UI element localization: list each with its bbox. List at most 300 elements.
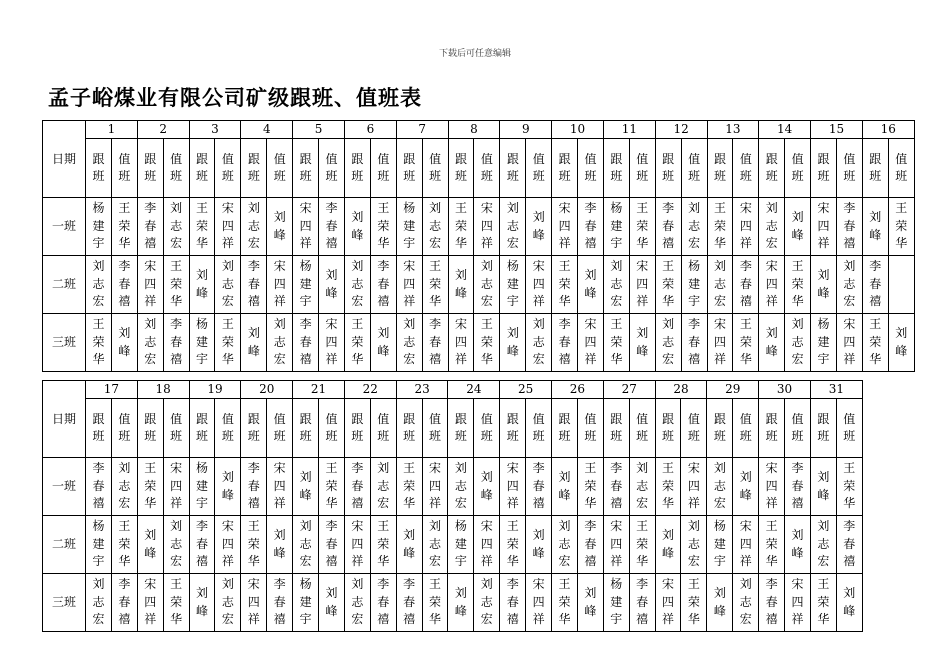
- follow-shift-header: [344, 399, 370, 458]
- person-name: 刘 志 宏: [377, 461, 390, 511]
- person-name: 王 荣 华: [558, 577, 571, 627]
- day-number: 16: [862, 121, 914, 139]
- duty-header-text: 值 班: [325, 411, 338, 443]
- duty-shift-header: [267, 399, 293, 458]
- duty-person-cell: [603, 314, 629, 372]
- duty-person-cell: [163, 458, 189, 516]
- duty-person-cell: [759, 198, 785, 256]
- duty-shift-header: [629, 139, 655, 198]
- person-name: 李 春 禧: [377, 259, 390, 309]
- person-name: 王 荣 华: [196, 201, 209, 251]
- person-name: 刘 峰: [299, 470, 312, 502]
- follow-header-text: 跟 班: [144, 411, 157, 443]
- duty-header-text: 值 班: [429, 151, 442, 183]
- duty-person-cell: [111, 198, 137, 256]
- duty-shift-header: [215, 139, 241, 198]
- page-title: 孟子峪煤业有限公司矿级跟班、值班表: [48, 85, 422, 110]
- duty-person-cell: [888, 314, 914, 372]
- person-name: 宋 四 祥: [765, 461, 778, 511]
- duty-shift-header: [422, 139, 448, 198]
- duty-person-cell: [86, 198, 112, 256]
- duty-person-cell: [241, 314, 267, 372]
- follow-header-text: 跟 班: [455, 151, 468, 183]
- duty-person-cell: [759, 458, 785, 516]
- duty-person-cell: [241, 256, 267, 314]
- duty-shift-header: [215, 399, 241, 458]
- duty-person-cell: [552, 574, 578, 632]
- person-name: 刘 志 宏: [221, 577, 234, 627]
- follow-header-text: 跟 班: [454, 411, 467, 443]
- person-name: 杨 建 宇: [454, 519, 467, 569]
- person-name: 宋 四 祥: [739, 519, 752, 569]
- person-name: 宋 四 祥: [843, 317, 856, 367]
- person-name: 刘 峰: [817, 268, 830, 300]
- duty-person-cell: [370, 314, 396, 372]
- duty-header-text: 值 班: [636, 411, 649, 443]
- duty-person-cell: [578, 314, 604, 372]
- duty-person-cell: [267, 458, 293, 516]
- person-name: 李 春 禧: [636, 577, 649, 627]
- person-name: 刘 峰: [144, 528, 157, 560]
- person-name: 刘 峰: [713, 586, 726, 618]
- person-name: 宋 四 祥: [429, 461, 442, 511]
- duty-person-cell: [396, 256, 422, 314]
- follow-shift-header: [603, 399, 629, 458]
- person-name: 刘 志 宏: [454, 461, 467, 511]
- duty-person-cell: [319, 516, 345, 574]
- duty-person-cell: [500, 198, 526, 256]
- duty-person-cell: [836, 458, 862, 516]
- follow-header-text: 跟 班: [610, 411, 623, 443]
- follow-shift-header: [707, 139, 733, 198]
- duty-person-cell: [603, 256, 629, 314]
- person-name: 刘 志 宏: [532, 317, 545, 367]
- person-name: 刘 峰: [454, 586, 467, 618]
- duty-person-cell: [629, 314, 655, 372]
- person-name: 王 荣 华: [895, 201, 908, 251]
- duty-person-cell: [241, 574, 267, 632]
- person-name: 王 荣 华: [636, 201, 649, 251]
- duty-person-cell: [215, 256, 241, 314]
- day-number: [862, 381, 914, 399]
- person-name: 王 荣 华: [506, 519, 519, 569]
- duty-shift-header: [785, 139, 811, 198]
- follow-shift-header: [241, 139, 267, 198]
- person-name: 刘 峰: [584, 268, 597, 300]
- duty-person-cell: [137, 314, 163, 372]
- duty-person-cell: [422, 314, 448, 372]
- person-name: 刘 志 宏: [299, 519, 312, 569]
- duty-person-cell: [293, 314, 319, 372]
- follow-shift-header: [655, 139, 681, 198]
- duty-person-cell: [629, 198, 655, 256]
- person-name: 刘 峰: [895, 326, 908, 358]
- follow-header-text: 跟 班: [869, 151, 882, 183]
- duty-person-cell: [422, 458, 448, 516]
- day-number: 14: [759, 121, 811, 139]
- duty-person-cell: [888, 256, 914, 314]
- follow-shift-header: [189, 139, 215, 198]
- duty-person-cell: [655, 256, 681, 314]
- duty-person-cell: [86, 458, 112, 516]
- duty-header-text: 值 班: [377, 151, 390, 183]
- follow-header-text: 跟 班: [506, 411, 519, 443]
- person-name: 宋 四 祥: [144, 577, 157, 627]
- duty-person-cell: [396, 458, 422, 516]
- duty-person-cell: [526, 574, 552, 632]
- person-name: 刘 志 宏: [688, 201, 701, 251]
- duty-person-cell: [448, 574, 474, 632]
- person-name: 刘 峰: [377, 326, 390, 358]
- duty-person-cell: [137, 458, 163, 516]
- follow-shift-header: [396, 399, 422, 458]
- person-name: 王 荣 华: [662, 259, 675, 309]
- duty-person-cell: [836, 574, 862, 632]
- duty-header-text: 值 班: [791, 151, 804, 183]
- duty-person-cell: [785, 516, 811, 574]
- duty-person-cell: [733, 516, 759, 574]
- follow-header-text: 跟 班: [351, 411, 364, 443]
- shift3-row: [43, 314, 915, 372]
- person-name: 王 荣 华: [403, 461, 416, 511]
- shift1-label: 一班: [43, 198, 86, 256]
- follow-shift-header: [241, 399, 267, 458]
- person-name: 刘 志 宏: [480, 577, 493, 627]
- person-name: 刘 志 宏: [765, 201, 778, 251]
- person-name: 刘 峰: [351, 210, 364, 242]
- person-name: 李 春 禧: [532, 461, 545, 511]
- duty-person-cell: [189, 198, 215, 256]
- duty-header-text: 值 班: [739, 411, 752, 443]
- duty-person-cell: [474, 458, 500, 516]
- duty-person-cell: [163, 314, 189, 372]
- duty-person-cell: [888, 516, 914, 574]
- duty-person-cell: [707, 516, 733, 574]
- duty-person-cell: [888, 198, 914, 256]
- duty-header-text: 值 班: [377, 411, 390, 443]
- duty-person-cell: [319, 458, 345, 516]
- person-name: 王 荣 华: [869, 317, 882, 367]
- duty-person-cell: [293, 198, 319, 256]
- duty-person-cell: [681, 256, 707, 314]
- role-header-row: [43, 139, 915, 198]
- shift2-row: [43, 256, 915, 314]
- duty-person-cell: [86, 314, 112, 372]
- duty-person-cell: [603, 574, 629, 632]
- duty-header-text: 值 班: [480, 151, 493, 183]
- person-name: 李 春 禧: [325, 519, 338, 569]
- duty-person-cell: [344, 256, 370, 314]
- person-name: 刘 峰: [118, 326, 131, 358]
- day-number: 11: [603, 121, 655, 139]
- follow-shift-header: [448, 399, 474, 458]
- duty-person-cell: [241, 516, 267, 574]
- person-name: 刘 志 宏: [273, 317, 286, 367]
- duty-shift-header: [577, 399, 603, 458]
- person-name: 李 春 禧: [584, 519, 597, 569]
- follow-shift-header: [707, 399, 733, 458]
- person-name: 刘 峰: [247, 326, 260, 358]
- person-name: 王 荣 华: [118, 201, 131, 251]
- duty-person-cell: [422, 198, 448, 256]
- person-name: 宋 四 祥: [325, 317, 338, 367]
- day-number-row: [43, 381, 915, 399]
- person-name: 杨 建 宇: [817, 317, 830, 367]
- duty-person-cell: [681, 516, 707, 574]
- duty-header-text: 值 班: [273, 411, 286, 443]
- person-name: 李 春 禧: [118, 577, 131, 627]
- person-name: 李 春 禧: [273, 577, 286, 627]
- duty-person-cell: [474, 314, 500, 372]
- day-number: 22: [344, 381, 396, 399]
- person-name: 宋 四 祥: [558, 201, 571, 251]
- duty-person-cell: [629, 458, 655, 516]
- person-name: 刘 志 宏: [429, 519, 442, 569]
- duty-shift-header: [267, 139, 293, 198]
- person-name: 李 春 禧: [739, 259, 752, 309]
- person-name: 杨 建 宇: [92, 519, 105, 569]
- person-name: 李 春 禧: [299, 317, 312, 367]
- duty-person-cell: [552, 458, 578, 516]
- person-name: 李 春 禧: [765, 577, 778, 627]
- person-name: 刘 志 宏: [144, 317, 157, 367]
- duty-person-cell: [759, 314, 785, 372]
- duty-person-cell: [319, 256, 345, 314]
- duty-person-cell: [785, 198, 811, 256]
- duty-person-cell: [422, 516, 448, 574]
- duty-person-cell: [111, 256, 137, 314]
- person-name: 宋 四 祥: [403, 259, 416, 309]
- person-name: 李 春 禧: [688, 317, 701, 367]
- duty-person-cell: [370, 198, 396, 256]
- person-name: 刘 峰: [765, 326, 778, 358]
- duty-header-text: 值 班: [118, 151, 131, 183]
- duty-person-cell: [862, 574, 888, 632]
- duty-shift-header: [578, 139, 604, 198]
- person-name: 宋 四 祥: [170, 461, 183, 511]
- shift1-label: 一班: [43, 458, 86, 516]
- duty-person-cell: [422, 574, 448, 632]
- person-name: 刘 志 宏: [170, 519, 183, 569]
- duty-person-cell: [215, 458, 241, 516]
- person-name: 刘 峰: [791, 528, 804, 560]
- duty-header-text: 值 班: [584, 411, 597, 443]
- duty-person-cell: [500, 458, 526, 516]
- duty-person-cell: [733, 574, 759, 632]
- duty-shift-header: [163, 139, 189, 198]
- person-name: 刘 峰: [739, 470, 752, 502]
- person-name: 宋 四 祥: [584, 317, 597, 367]
- follow-shift-header: [759, 399, 785, 458]
- follow-shift-header: [862, 139, 888, 198]
- follow-header-text: 跟 班: [299, 411, 312, 443]
- person-name: 王 荣 华: [170, 577, 183, 627]
- duty-header-text: 值 班: [118, 411, 131, 443]
- duty-header-text: 值 班: [429, 411, 442, 443]
- person-name: 宋 四 祥: [299, 201, 312, 251]
- follow-header-text: 跟 班: [92, 151, 105, 183]
- shift2-label: 二班: [43, 516, 86, 574]
- person-name: 李 春 禧: [843, 519, 856, 569]
- duty-person-cell: [785, 256, 811, 314]
- duty-person-cell: [215, 198, 241, 256]
- person-name: 刘 峰: [791, 210, 804, 242]
- duty-person-cell: [888, 574, 914, 632]
- person-name: 王 荣 华: [662, 461, 675, 511]
- duty-person-cell: [137, 516, 163, 574]
- person-name: 刘 志 宏: [662, 317, 675, 367]
- duty-shift-header: [111, 139, 137, 198]
- person-name: 刘 峰: [455, 268, 468, 300]
- day-number: 30: [759, 381, 811, 399]
- day-number: 19: [189, 381, 241, 399]
- duty-person-cell: [759, 256, 785, 314]
- person-name: 李 春 禧: [92, 461, 105, 511]
- follow-header-text: 跟 班: [403, 411, 416, 443]
- duty-person-cell: [370, 458, 396, 516]
- duty-person-cell: [474, 256, 500, 314]
- duty-person-cell: [500, 574, 526, 632]
- duty-person-cell: [474, 198, 500, 256]
- duty-person-cell: [655, 198, 681, 256]
- duty-person-cell: [810, 574, 836, 632]
- duty-person-cell: [189, 458, 215, 516]
- follow-shift-header: [603, 139, 629, 198]
- duty-person-cell: [344, 516, 370, 574]
- shift3-label: 三班: [43, 314, 86, 372]
- duty-person-cell: [862, 256, 888, 314]
- follow-header-text: 跟 班: [558, 411, 571, 443]
- person-name: 刘 志 宏: [791, 317, 804, 367]
- person-name: 宋 四 祥: [273, 461, 286, 511]
- day-number: 28: [655, 381, 707, 399]
- day-number: 5: [293, 121, 345, 139]
- person-name: 王 荣 华: [584, 461, 597, 511]
- follow-shift-header: [448, 139, 474, 198]
- person-name: 宋 四 祥: [532, 259, 545, 309]
- day-number: 21: [293, 381, 345, 399]
- follow-shift-header: [811, 139, 837, 198]
- duty-shift-header: [733, 139, 759, 198]
- duty-person-cell: [811, 256, 837, 314]
- person-name: 李 春 禧: [247, 461, 260, 511]
- day-number: 8: [448, 121, 500, 139]
- duty-person-cell: [344, 314, 370, 372]
- header-note: 下载后可任意编辑: [438, 49, 511, 59]
- duty-person-cell: [163, 198, 189, 256]
- duty-person-cell: [707, 256, 733, 314]
- person-name: 李 春 禧: [791, 461, 804, 511]
- duty-person-cell: [189, 574, 215, 632]
- duty-person-cell: [319, 314, 345, 372]
- duty-person-cell: [836, 314, 862, 372]
- follow-header-text: 跟 班: [196, 411, 209, 443]
- duty-person-cell: [629, 256, 655, 314]
- duty-person-cell: [552, 314, 578, 372]
- duty-person-cell: [707, 198, 733, 256]
- duty-person-cell: [293, 458, 319, 516]
- duty-person-cell: [500, 314, 526, 372]
- duty-shift-header: [319, 139, 345, 198]
- person-name: 杨 建 宇: [196, 461, 209, 511]
- day-number: 6: [344, 121, 396, 139]
- follow-header-text: 跟 班: [558, 151, 571, 183]
- duty-person-cell: [655, 516, 681, 574]
- person-name: 刘 志 宏: [610, 259, 623, 309]
- duty-person-cell: [474, 516, 500, 574]
- day-number: 31: [810, 381, 862, 399]
- duty-person-cell: [785, 314, 811, 372]
- duty-person-cell: [785, 574, 811, 632]
- person-name: 李 春 禧: [610, 461, 623, 511]
- person-name: 杨 建 宇: [92, 201, 105, 251]
- duty-person-cell: [811, 198, 837, 256]
- shift1-row: [43, 458, 915, 516]
- person-name: 宋 四 祥: [610, 519, 623, 569]
- duty-person-cell: [836, 516, 862, 574]
- person-name: 王 荣 华: [636, 519, 649, 569]
- person-name: 杨 建 宇: [610, 577, 623, 627]
- person-name: 宋 四 祥: [713, 317, 726, 367]
- person-name: 李 春 禧: [869, 259, 882, 309]
- follow-shift-header: [500, 139, 526, 198]
- person-name: 刘 峰: [196, 586, 209, 618]
- follow-header-text: 跟 班: [144, 151, 157, 183]
- follow-header-text: 跟 班: [662, 151, 675, 183]
- follow-header-text: 跟 班: [92, 411, 105, 443]
- duty-shift-header: [370, 399, 396, 458]
- person-name: 王 荣 华: [765, 519, 778, 569]
- duty-person-cell: [241, 198, 267, 256]
- follow-header-text: 跟 班: [817, 151, 830, 183]
- day-number: 1: [86, 121, 138, 139]
- day-number: 2: [137, 121, 189, 139]
- duty-person-cell: [733, 314, 759, 372]
- day-number-row: [43, 121, 915, 139]
- person-name: 王 荣 华: [610, 317, 623, 367]
- duty-person-cell: [189, 256, 215, 314]
- person-name: 王 荣 华: [170, 259, 183, 309]
- duty-header-text: 值 班: [480, 411, 493, 443]
- duty-person-cell: [370, 256, 396, 314]
- follow-shift-header: [862, 399, 888, 458]
- person-name: 宋 四 祥: [532, 577, 545, 627]
- person-name: 宋 四 祥: [221, 519, 234, 569]
- follow-header-text: 跟 班: [765, 151, 778, 183]
- duty-shift-header: [836, 139, 862, 198]
- duty-shift-header: [474, 139, 500, 198]
- person-name: 刘 志 宏: [558, 519, 571, 569]
- duty-header-text: 值 班: [636, 151, 649, 183]
- duty-person-cell: [552, 516, 578, 574]
- duty-person-cell: [526, 458, 552, 516]
- follow-shift-header: [552, 139, 578, 198]
- duty-person-cell: [215, 516, 241, 574]
- duty-shift-header: [733, 399, 759, 458]
- duty-header-text: 值 班: [584, 151, 597, 183]
- duty-person-cell: [137, 574, 163, 632]
- person-name: 刘 峰: [636, 326, 649, 358]
- duty-person-cell: [396, 516, 422, 574]
- follow-header-text: 跟 班: [299, 151, 312, 183]
- follow-shift-header: [759, 139, 785, 198]
- follow-shift-header: [293, 399, 319, 458]
- duty-person-cell: [293, 256, 319, 314]
- duty-person-cell: [448, 256, 474, 314]
- person-name: 王 荣 华: [325, 461, 338, 511]
- duty-person-cell: [267, 256, 293, 314]
- duty-shift-header: [629, 399, 655, 458]
